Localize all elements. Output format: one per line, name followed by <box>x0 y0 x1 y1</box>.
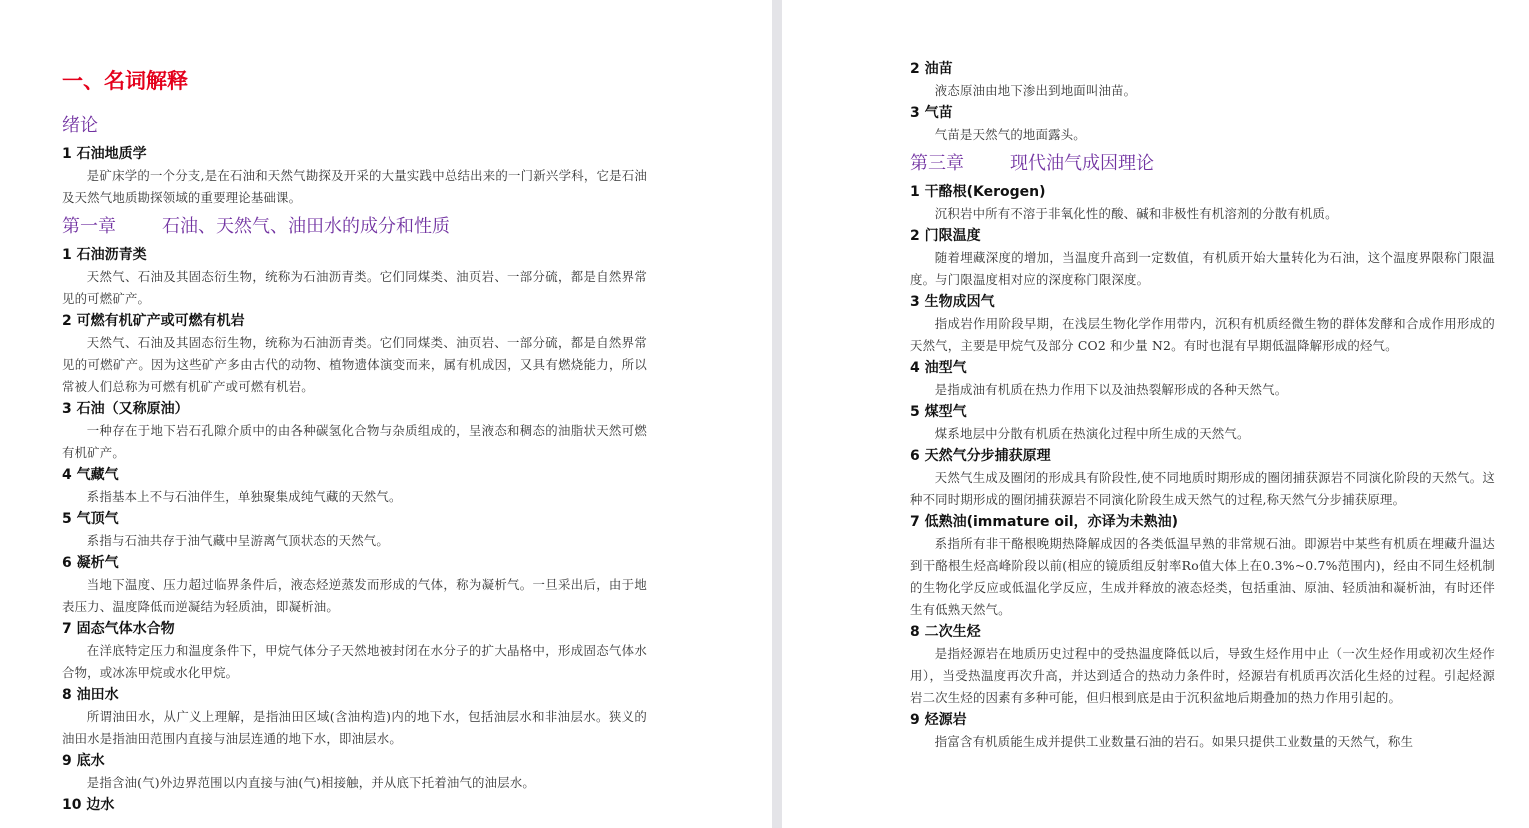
entry-definition: 系指与石油共存于油气藏中呈游离气顶状态的天然气。 <box>86 533 389 548</box>
entry-definition: 在洋底特定压力和温度条件下，甲烷气体分子天然地被封闭在水分子的扩大晶格中，形成固态气体水合物，或冰冻甲烷或水化甲烷。 <box>62 643 647 680</box>
glossary-entry <box>62 552 647 618</box>
entry-term: 2 可燃有机矿产或可燃有机岩 <box>62 313 245 329</box>
chapter-number: 第三章 <box>910 153 964 174</box>
glossary-entry <box>910 621 1495 709</box>
entry-definition: 天然气生成及圈闭的形成具有阶段性,使不同地质时期形成的圈闭捕获源岩不同演化阶段的天然气。这种不同时期形成的圈闭捕获源岩不同演化阶段生成天然气的过程,称天然气分步捕获原理。 <box>910 470 1495 507</box>
entry-term: 5 气顶气 <box>62 511 119 527</box>
intro-entry-list <box>62 143 647 209</box>
entry-definition: 是指烃源岩在地质历史过程中的受热温度降低以后，导致生烃作用中止（一次生烃作用或初次生烃作用），当受热温度再次升高，并达到适合的热动力条件时，烃源岩有机质再次活化生烃的过程。引起烃源岩二次生烃的因素有多种可能，但归根到底是由于沉积盆地后期叠加的热力作用引起的。 <box>910 646 1495 705</box>
entry-term: 1 石油地质学 <box>62 146 147 162</box>
glossary-entry <box>910 709 1495 753</box>
entry-definition: 是指含油(气)外边界范围以内直接与油(气)相接触，并从底下托着油气的油层水。 <box>86 775 536 790</box>
chapter1-entry-list <box>62 244 647 816</box>
chapter-heading-1 <box>62 213 647 241</box>
entry-term: 6 凝析气 <box>62 555 119 571</box>
entry-term: 6 天然气分步捕获原理 <box>910 448 1051 464</box>
entry-term: 9 底水 <box>62 753 105 769</box>
glossary-entry <box>62 794 647 816</box>
entry-term: 4 气藏气 <box>62 467 119 483</box>
chapter-title: 现代油气成因理论 <box>1010 153 1154 174</box>
entry-term: 10 边水 <box>62 797 115 813</box>
chapter-number: 第一章 <box>62 216 116 237</box>
entry-definition: 气苗是天然气的地面露头。 <box>934 127 1086 142</box>
entry-definition: 是矿床学的一个分支,是在石油和天然气勘探及开采的大量实践中总结出来的一门新兴学科，它是石油及天然气地质勘探领域的重要理论基础课。 <box>62 168 647 205</box>
glossary-entry <box>910 401 1495 445</box>
entry-definition: 系指基本上不与石油伴生，单独聚集成纯气藏的天然气。 <box>86 489 402 504</box>
glossary-entry <box>62 244 647 310</box>
entry-definition: 沉积岩中所有不溶于非氧化性的酸、碱和非极性有机溶剂的分散有机质。 <box>934 206 1338 221</box>
document-page-right <box>782 0 1529 828</box>
entry-definition: 指成岩作用阶段早期，在浅层生物化学作用带内，沉积有机质经微生物的群体发酵和合成作用形成的天然气，主要是甲烷气及部分 CO2 和少量 N2。有时也混有早期低温降解形成的烃气。 <box>910 316 1495 353</box>
glossary-entry <box>62 618 647 684</box>
entry-term: 7 固态气体水合物 <box>62 621 175 637</box>
glossary-entry <box>910 445 1495 511</box>
entry-term: 1 干酪根(Kerogen) <box>910 184 1046 200</box>
entry-term: 2 油苗 <box>910 61 953 77</box>
entry-term: 2 门限温度 <box>910 228 981 244</box>
glossary-entry <box>910 291 1495 357</box>
top-entry-list <box>910 58 1495 146</box>
entry-definition: 随着埋藏深度的增加，当温度升高到一定数值，有机质开始大量转化为石油，这个温度界限称门限温度。与门限温度相对应的深度称门限深度。 <box>910 250 1495 287</box>
glossary-entry <box>62 143 647 209</box>
page-left-content <box>62 64 647 816</box>
entry-term: 3 石油（又称原油） <box>62 401 189 417</box>
entry-term: 7 低熟油(immature oil，亦译为未熟油) <box>910 514 1178 530</box>
entry-term: 9 烃源岩 <box>910 712 967 728</box>
entry-term: 5 煤型气 <box>910 404 967 420</box>
chapter3-entry-list <box>910 181 1495 753</box>
glossary-entry <box>62 398 647 464</box>
glossary-entry <box>62 310 647 398</box>
entry-definition: 液态原油由地下渗出到地面叫油苗。 <box>934 83 1137 98</box>
entry-definition: 煤系地层中分散有机质在热演化过程中所生成的天然气。 <box>934 426 1250 441</box>
glossary-entry <box>910 181 1495 225</box>
glossary-entry <box>62 750 647 794</box>
entry-term: 3 生物成因气 <box>910 294 995 310</box>
entry-term: 3 气苗 <box>910 105 953 121</box>
section-title: 一、名词解释 <box>62 69 188 93</box>
entry-definition: 一种存在于地下岩石孔隙介质中的由各种碳氢化合物与杂质组成的，呈液态和稠态的油脂状天然可燃有机矿产。 <box>62 423 647 460</box>
entry-definition: 所谓油田水，从广义上理解，是指油田区域(含油构造)内的地下水，包括油层水和非油层水。狭义的油田水是指油田范围内直接与油层连通的地下水，即油层水。 <box>62 709 647 746</box>
entry-definition: 天然气、石油及其固态衍生物，统称为石油沥青类。它们同煤类、油页岩、一部分硫，都是自然界常见的可燃矿产。 <box>62 269 647 306</box>
glossary-entry <box>910 102 1495 146</box>
entry-definition: 天然气、石油及其固态衍生物，统称为石油沥青类。它们同煤类、油页岩、一部分硫，都是自然界常见的可燃矿产。因为这些矿产多由古代的动物、植物遗体演变而来，属有机成因，又具有燃烧能力，所以常被人们总称为可燃有机矿产或可燃有机岩。 <box>62 335 647 394</box>
glossary-entry <box>62 464 647 508</box>
page-right-content <box>910 58 1495 753</box>
entry-term: 8 油田水 <box>62 687 119 703</box>
entry-definition: 当地下温度、压力超过临界条件后，液态烃逆蒸发而形成的气体，称为凝析气。一旦采出后，由于地表压力、温度降低而逆凝结为轻质油，即凝析油。 <box>62 577 647 614</box>
glossary-entry <box>910 357 1495 401</box>
entry-definition: 系指所有非干酪根晚期热降解成因的各类低温早熟的非常规石油。即源岩中某些有机质在埋藏升温达到干酪根生烃高峰阶段以前(相应的镜质组反射率Ro值大体上在0.3%~0.7%范围内)，经由不同生烃机制的生物化学反应或低温化学反应，生成并释放的液态烃类，包括重油、原油、轻质油和凝析油，有时还伴生有低熟天然气。 <box>910 536 1495 617</box>
glossary-entry <box>910 511 1495 621</box>
entry-term: 8 二次生烃 <box>910 624 981 640</box>
chapter-heading-3 <box>910 150 1495 178</box>
entry-term: 1 石油沥青类 <box>62 247 147 263</box>
glossary-entry <box>62 684 647 750</box>
glossary-entry <box>62 508 647 552</box>
chapter-heading-intro: 绪论 <box>62 115 98 136</box>
chapter-title: 石油、天然气、油田水的成分和性质 <box>162 216 450 237</box>
entry-definition: 是指成油有机质在热力作用下以及油热裂解形成的各种天然气。 <box>934 382 1288 397</box>
glossary-entry <box>910 225 1495 291</box>
entry-term: 4 油型气 <box>910 360 967 376</box>
page-gutter <box>772 0 782 828</box>
glossary-entry <box>910 58 1495 102</box>
entry-definition: 指富含有机质能生成并提供工业数量石油的岩石。如果只提供工业数量的天然气，称生 <box>934 734 1414 749</box>
